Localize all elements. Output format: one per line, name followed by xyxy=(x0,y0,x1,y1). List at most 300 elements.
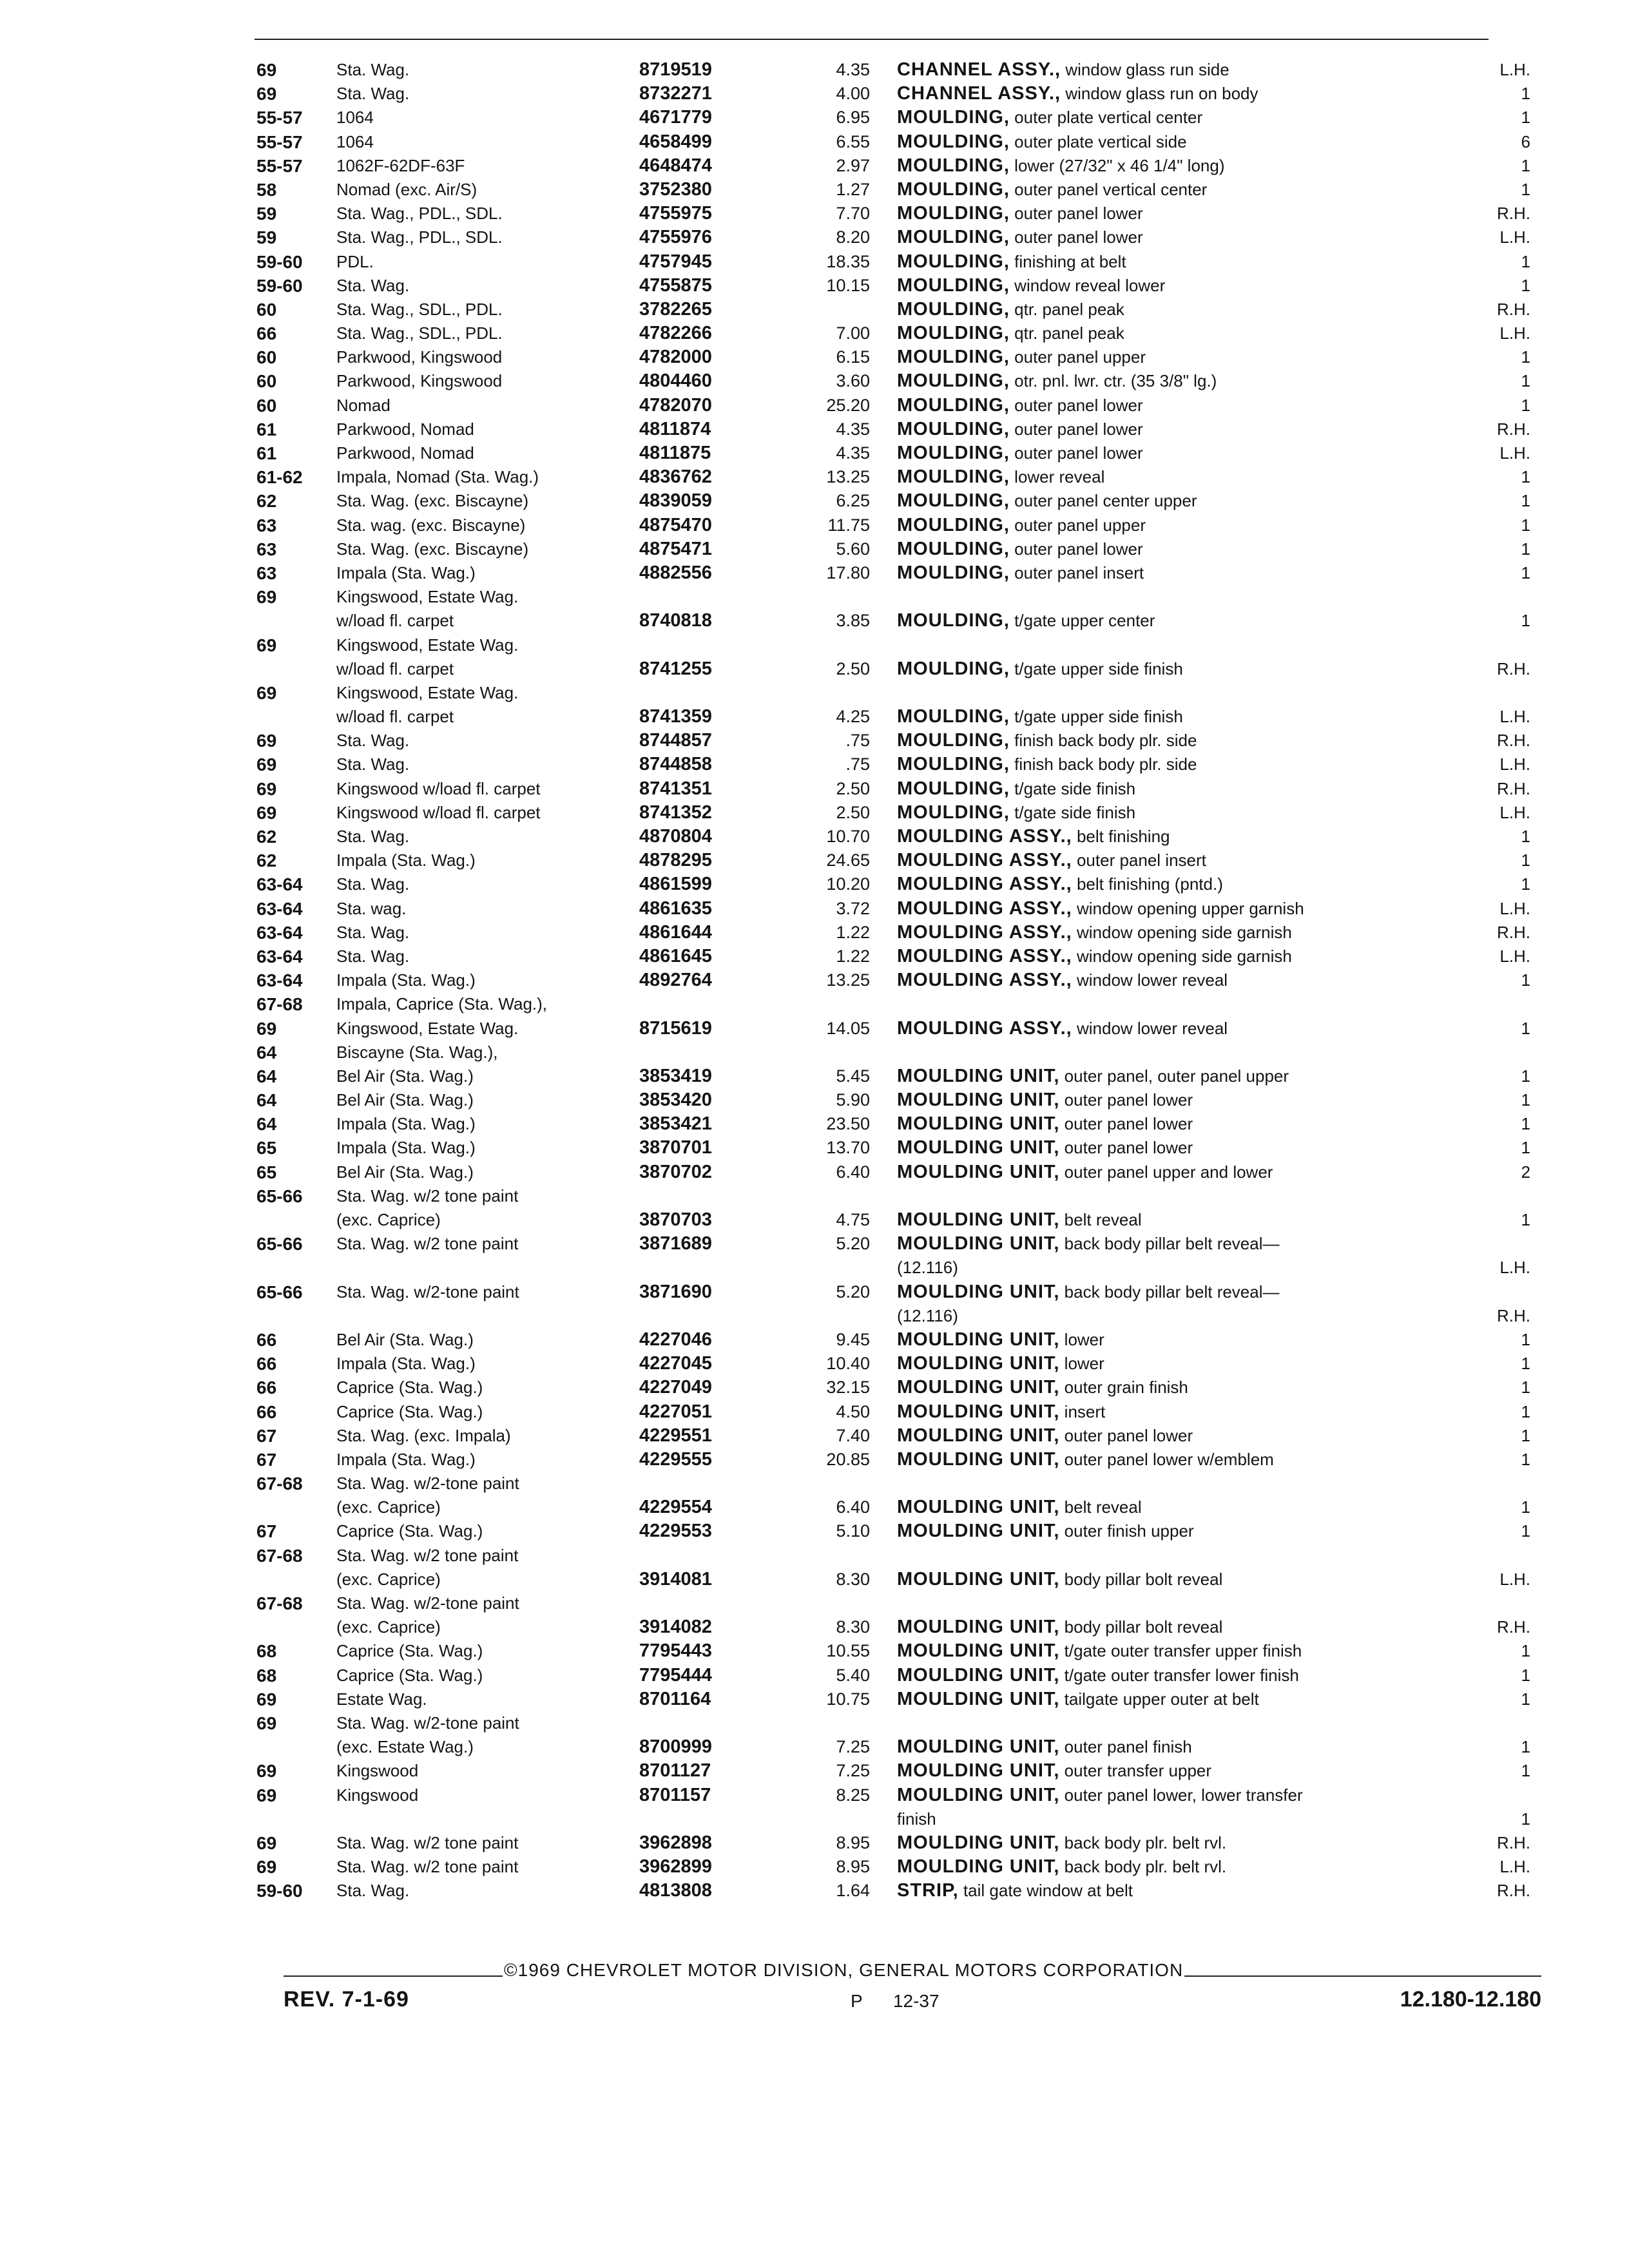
part-price: 8.95 xyxy=(836,1857,870,1877)
quantity-or-side: 6 xyxy=(1521,131,1530,151)
part-name: MOULDING, xyxy=(897,778,1010,799)
quantity-or-side: R.H. xyxy=(1497,419,1530,439)
part-number: 4227046 xyxy=(639,1329,712,1350)
part-number: 4229551 xyxy=(639,1425,712,1446)
part-price: 23.50 xyxy=(826,1114,870,1134)
model-year: 63 xyxy=(256,539,277,559)
quantity-or-side: L.H. xyxy=(1499,1569,1530,1589)
part-number: 8741352 xyxy=(639,802,712,823)
part-name: MOULDING UNIT, xyxy=(897,1281,1060,1302)
model-year: 69 xyxy=(256,1761,277,1782)
part-detail: t/gate side finish xyxy=(1014,778,1136,798)
footer-bottom-line xyxy=(284,1987,1541,2019)
section-number: 12.180-12.180 xyxy=(1400,1987,1541,2012)
part-detail: belt finishing xyxy=(1076,827,1170,846)
part-detail: back body plr. belt rvl. xyxy=(1064,1857,1227,1877)
part-price: 25.20 xyxy=(826,395,870,415)
quantity-or-side: 1 xyxy=(1521,251,1530,271)
part-price: 2.50 xyxy=(836,658,870,678)
vehicle-model: Caprice (Sta. Wag.) xyxy=(336,1521,483,1541)
model-year: 69 xyxy=(256,754,277,775)
parts-list xyxy=(0,58,1629,1903)
part-price: 2.50 xyxy=(836,778,870,798)
parts-row xyxy=(0,130,1629,154)
part-detail: outer panel lower xyxy=(1064,1114,1193,1134)
part-name: MOULDING, xyxy=(897,514,1010,535)
model-year: 65-66 xyxy=(256,1282,303,1302)
part-detail: tail gate window at belt xyxy=(963,1881,1133,1901)
vehicle-model: Sta. Wag. xyxy=(336,874,410,894)
parts-row xyxy=(0,394,1629,418)
part-number: 3962898 xyxy=(639,1832,712,1853)
vehicle-model: Sta. Wag., SDL., PDL. xyxy=(336,323,503,343)
part-name: MOULDING, xyxy=(897,466,1010,488)
part-detail: outer panel, outer panel upper xyxy=(1064,1066,1289,1086)
part-description xyxy=(897,1136,1193,1160)
vehicle-model: (exc. Caprice) xyxy=(336,1569,441,1589)
vehicle-model: Sta. Wag. xyxy=(336,84,410,104)
part-number: 4229553 xyxy=(639,1521,712,1542)
quantity-or-side: 1 xyxy=(1521,467,1530,487)
part-detail: (12.116) xyxy=(897,1305,958,1325)
part-number: 8741351 xyxy=(639,778,712,799)
parts-row xyxy=(0,729,1629,753)
vehicle-model: Caprice (Sta. Wag.) xyxy=(336,1378,483,1398)
part-price: 6.40 xyxy=(836,1497,870,1517)
part-number: 4229555 xyxy=(639,1448,712,1470)
part-name: MOULDING ASSY., xyxy=(897,1017,1072,1039)
vehicle-model: Caprice (Sta. Wag.) xyxy=(336,1641,483,1661)
part-name: MOULDING ASSY., xyxy=(897,826,1072,847)
part-description xyxy=(897,202,1143,226)
vehicle-model: Sta. wag. (exc. Biscayne) xyxy=(336,515,526,535)
part-description xyxy=(897,1160,1273,1184)
part-name: MOULDING UNIT, xyxy=(897,1137,1060,1158)
part-name: MOULDING UNIT, xyxy=(897,1209,1060,1230)
part-price: 8.20 xyxy=(836,227,870,247)
part-price: 13.70 xyxy=(826,1138,870,1158)
parts-row xyxy=(0,1568,1629,1591)
quantity-or-side: R.H. xyxy=(1497,1881,1530,1901)
parts-row xyxy=(0,178,1629,202)
parts-row xyxy=(0,945,1629,968)
vehicle-model: Sta. Wag. w/2-tone paint xyxy=(336,1474,519,1494)
part-number: 3871690 xyxy=(639,1281,712,1302)
vehicle-model: Bel Air (Sta. Wag.) xyxy=(336,1162,474,1182)
part-name: MOULDING UNIT, xyxy=(897,1353,1060,1374)
part-description xyxy=(897,1280,1280,1304)
part-name: MOULDING UNIT, xyxy=(897,1521,1060,1542)
part-detail: finish xyxy=(897,1809,936,1829)
vehicle-model: Impala (Sta. Wag.) xyxy=(336,1138,476,1158)
vehicle-model: Caprice (Sta. Wag.) xyxy=(336,1665,483,1685)
part-detail: body pillar bolt reveal xyxy=(1064,1617,1223,1637)
quantity-or-side: 1 xyxy=(1521,970,1530,990)
part-detail: body pillar bolt reveal xyxy=(1064,1569,1223,1589)
model-year: 63-64 xyxy=(256,874,303,895)
part-detail: outer grain finish xyxy=(1064,1378,1188,1398)
model-year: 59-60 xyxy=(256,1881,303,1901)
parts-row xyxy=(0,1735,1629,1759)
parts-row xyxy=(0,1855,1629,1879)
parts-row xyxy=(0,657,1629,681)
part-price: 4.50 xyxy=(836,1401,870,1421)
model-year: 64 xyxy=(256,1114,277,1135)
part-description xyxy=(897,825,1170,849)
part-name: MOULDING UNIT, xyxy=(897,1329,1060,1350)
part-name: MOULDING, xyxy=(897,203,1010,224)
quantity-or-side: 1 xyxy=(1521,1329,1530,1349)
part-description xyxy=(897,250,1126,274)
model-year: 69 xyxy=(256,802,277,823)
model-year: 69 xyxy=(256,60,277,80)
vehicle-model: Impala (Sta. Wag.) xyxy=(336,970,476,990)
quantity-or-side: L.H. xyxy=(1499,707,1530,727)
model-year: 63-64 xyxy=(256,970,303,991)
quantity-or-side: 1 xyxy=(1521,1689,1530,1709)
part-description xyxy=(897,1495,1142,1519)
part-name: MOULDING UNIT, xyxy=(897,1617,1060,1638)
parts-row xyxy=(0,753,1629,776)
model-year: 55-57 xyxy=(256,131,303,152)
part-price: 18.35 xyxy=(826,251,870,271)
model-year: 69 xyxy=(256,1785,277,1805)
part-detail: outer panel lower w/emblem xyxy=(1064,1449,1274,1469)
quantity-or-side: 1 xyxy=(1521,515,1530,535)
part-description xyxy=(897,1017,1228,1041)
part-detail: t/gate outer transfer upper finish xyxy=(1064,1641,1302,1661)
model-year: 67-68 xyxy=(256,994,303,1015)
part-number: 8701164 xyxy=(639,1688,711,1709)
quantity-or-side: L.H. xyxy=(1499,1857,1530,1877)
parts-row xyxy=(0,58,1629,82)
part-detail: window reveal lower xyxy=(1014,275,1166,295)
part-detail: outer finish upper xyxy=(1064,1521,1194,1541)
part-description xyxy=(897,801,1135,825)
model-year: 68 xyxy=(256,1665,277,1686)
part-description xyxy=(897,1664,1299,1687)
model-year: 66 xyxy=(256,1378,277,1398)
model-year: 68 xyxy=(256,1641,277,1662)
part-description xyxy=(897,1807,936,1831)
part-name: MOULDING, xyxy=(897,418,1010,439)
part-name: MOULDING, xyxy=(897,155,1010,176)
part-number: 8741359 xyxy=(639,706,712,727)
part-description xyxy=(897,1639,1302,1663)
model-year: 64 xyxy=(256,1042,277,1062)
quantity-or-side: 1 xyxy=(1521,395,1530,415)
part-price: 5.20 xyxy=(836,1234,870,1254)
part-detail: outer panel upper xyxy=(1014,347,1146,367)
parts-row xyxy=(0,561,1629,585)
quantity-or-side: R.H. xyxy=(1497,778,1530,798)
part-number: 4839059 xyxy=(639,490,712,512)
part-description xyxy=(897,298,1124,322)
part-detail: t/gate side finish xyxy=(1014,802,1136,822)
parts-row xyxy=(0,1136,1629,1160)
part-name: MOULDING UNIT, xyxy=(897,1233,1060,1254)
vehicle-model: w/load fl. carpet xyxy=(336,707,454,727)
part-name: MOULDING, xyxy=(897,347,1010,368)
vehicle-model: Sta. Wag., PDL., SDL. xyxy=(336,227,503,247)
parts-row xyxy=(0,968,1629,992)
part-number: 4755976 xyxy=(639,227,712,248)
vehicle-model: Sta. Wag. w/2-tone paint xyxy=(336,1282,519,1302)
part-description xyxy=(897,514,1146,537)
parts-row xyxy=(0,1160,1629,1184)
part-number: 3870703 xyxy=(639,1209,712,1230)
part-price: 10.55 xyxy=(826,1641,870,1661)
part-price: 13.25 xyxy=(826,467,870,487)
part-price: 8.30 xyxy=(836,1569,870,1589)
part-number: 4861645 xyxy=(639,945,712,966)
model-year: 69 xyxy=(256,778,277,799)
part-number: 4671779 xyxy=(639,107,712,128)
part-description xyxy=(897,872,1223,896)
vehicle-model: Kingswood xyxy=(336,1761,419,1781)
part-description xyxy=(897,753,1197,776)
part-detail: outer panel lower xyxy=(1014,227,1143,247)
quantity-or-side: 1 xyxy=(1521,827,1530,846)
part-description xyxy=(897,1112,1193,1136)
parts-row xyxy=(0,681,1629,705)
part-price: 1.22 xyxy=(836,922,870,942)
quantity-or-side: 1 xyxy=(1521,1449,1530,1469)
vehicle-model: Sta. Wag. xyxy=(336,60,410,79)
parts-row xyxy=(0,1017,1629,1041)
part-price: 7.25 xyxy=(836,1737,870,1757)
part-detail: insert xyxy=(1064,1401,1106,1421)
parts-row xyxy=(0,1328,1629,1352)
part-price: 3.72 xyxy=(836,898,870,918)
part-detail: outer plate vertical center xyxy=(1014,108,1203,128)
parts-row xyxy=(0,465,1629,489)
part-price: 6.95 xyxy=(836,108,870,128)
part-number: 4882556 xyxy=(639,562,712,583)
part-number: 4782000 xyxy=(639,347,712,368)
vehicle-model: Parkwood, Kingswood xyxy=(336,371,503,391)
part-description xyxy=(897,418,1143,441)
part-detail: finish back body plr. side xyxy=(1014,731,1197,751)
vehicle-model: Kingswood, Estate Wag. xyxy=(336,635,519,655)
part-detail: otr. pnl. lwr. ctr. (35 3/8" lg.) xyxy=(1014,371,1217,391)
part-number: 4892764 xyxy=(639,970,712,991)
model-year: 59 xyxy=(256,227,277,248)
part-detail: outer panel center upper xyxy=(1014,491,1197,511)
part-detail: qtr. panel peak xyxy=(1014,323,1124,343)
part-number: 4648474 xyxy=(639,155,712,176)
parts-row xyxy=(0,1591,1629,1615)
model-year: 69 xyxy=(256,84,277,104)
part-number: 4782266 xyxy=(639,323,712,344)
part-detail: back body plr. belt rvl. xyxy=(1064,1832,1227,1852)
part-number: 4782070 xyxy=(639,394,712,416)
vehicle-model: Sta. Wag. xyxy=(336,1881,410,1901)
part-description xyxy=(897,1400,1105,1424)
part-description xyxy=(897,609,1155,633)
model-year: 67 xyxy=(256,1425,277,1446)
quantity-or-side: 1 xyxy=(1521,539,1530,559)
part-description xyxy=(897,1376,1188,1399)
part-name: CHANNEL ASSY., xyxy=(897,59,1061,80)
model-year: 63 xyxy=(256,562,277,583)
quantity-or-side: 2 xyxy=(1521,1162,1530,1182)
vehicle-model: Kingswood, Estate Wag. xyxy=(336,1018,519,1038)
part-number: 4875470 xyxy=(639,514,712,535)
parts-row xyxy=(0,1208,1629,1232)
parts-row xyxy=(0,633,1629,657)
part-name: MOULDING, xyxy=(897,298,1010,320)
part-number: 4861644 xyxy=(639,921,712,943)
part-number: 8732271 xyxy=(639,83,712,104)
part-detail: window glass run on body xyxy=(1065,84,1258,104)
parts-row xyxy=(0,1400,1629,1424)
part-detail: outer panel lower xyxy=(1064,1090,1193,1110)
quantity-or-side: L.H. xyxy=(1499,898,1530,918)
quantity-or-side: R.H. xyxy=(1497,204,1530,224)
vehicle-model: Bel Air (Sta. Wag.) xyxy=(336,1329,474,1349)
parts-row xyxy=(0,298,1629,322)
model-year: 69 xyxy=(256,1689,277,1709)
part-detail: lower xyxy=(1064,1329,1104,1349)
quantity-or-side: L.H. xyxy=(1499,227,1530,247)
parts-row xyxy=(0,609,1629,633)
part-description xyxy=(897,1735,1192,1759)
part-description xyxy=(897,226,1143,249)
parts-row xyxy=(0,1664,1629,1687)
part-price: 7.40 xyxy=(836,1425,870,1445)
part-name: MOULDING ASSY., xyxy=(897,898,1072,919)
part-number: 8740818 xyxy=(639,610,712,631)
model-year: 67 xyxy=(256,1449,277,1470)
parts-row xyxy=(0,489,1629,513)
part-description xyxy=(897,82,1258,106)
part-price: 2.50 xyxy=(836,802,870,822)
part-name: MOULDING UNIT, xyxy=(897,1448,1060,1470)
part-number: 3870702 xyxy=(639,1161,712,1182)
parts-row xyxy=(0,441,1629,465)
part-name: MOULDING ASSY., xyxy=(897,850,1072,871)
parts-row xyxy=(0,849,1629,872)
part-detail: back body pillar belt reveal— xyxy=(1064,1282,1280,1302)
part-name: MOULDING UNIT, xyxy=(897,1568,1060,1590)
part-detail: t/gate outer transfer lower finish xyxy=(1064,1665,1299,1685)
quantity-or-side: R.H. xyxy=(1497,922,1530,942)
quantity-or-side: 1 xyxy=(1521,1354,1530,1374)
part-price: 10.75 xyxy=(826,1689,870,1709)
part-detail: window lower reveal xyxy=(1076,1018,1228,1038)
model-year: 63-64 xyxy=(256,898,303,919)
part-price: 5.60 xyxy=(836,539,870,559)
part-price: 10.15 xyxy=(826,275,870,295)
part-price: 5.45 xyxy=(836,1066,870,1086)
vehicle-model: 1064 xyxy=(336,131,374,151)
parts-row xyxy=(0,514,1629,537)
part-description xyxy=(897,849,1206,872)
vehicle-model: Parkwood, Kingswood xyxy=(336,347,503,367)
part-name: MOULDING ASSY., xyxy=(897,874,1072,895)
model-year: 64 xyxy=(256,1090,277,1111)
parts-row xyxy=(0,1448,1629,1472)
vehicle-model: PDL. xyxy=(336,251,374,271)
vehicle-model: Sta. Wag., PDL., SDL. xyxy=(336,204,503,224)
part-name: MOULDING UNIT, xyxy=(897,1784,1060,1805)
part-number: 4870804 xyxy=(639,826,712,847)
part-description xyxy=(897,537,1143,561)
model-year: 67-68 xyxy=(256,1593,303,1613)
part-detail: t/gate upper center xyxy=(1014,611,1155,631)
part-description xyxy=(897,394,1143,418)
part-name: MOULDING, xyxy=(897,562,1010,583)
quantity-or-side: 1 xyxy=(1521,874,1530,894)
part-detail: finishing at belt xyxy=(1014,251,1126,271)
part-number: 4811874 xyxy=(639,418,711,439)
part-name: MOULDING, xyxy=(897,178,1010,200)
quantity-or-side: L.H. xyxy=(1499,443,1530,463)
vehicle-model: Kingswood w/load fl. carpet xyxy=(336,802,541,822)
part-price: 1.27 xyxy=(836,179,870,199)
part-price: 4.25 xyxy=(836,707,870,727)
part-name: MOULDING UNIT, xyxy=(897,1497,1060,1518)
part-price: 4.35 xyxy=(836,443,870,463)
parts-row xyxy=(0,1232,1629,1256)
parts-row xyxy=(0,1615,1629,1639)
part-name: MOULDING ASSY., xyxy=(897,945,1072,966)
part-detail: outer panel insert xyxy=(1076,850,1206,870)
part-price: 6.40 xyxy=(836,1162,870,1182)
vehicle-model: Estate Wag. xyxy=(336,1689,427,1709)
part-name: STRIP, xyxy=(897,1880,959,1901)
part-name: MOULDING UNIT, xyxy=(897,1113,1060,1135)
part-name: MOULDING UNIT, xyxy=(897,1161,1060,1182)
quantity-or-side: 1 xyxy=(1521,347,1530,367)
quantity-or-side: 1 xyxy=(1521,1018,1530,1038)
vehicle-model: w/load fl. carpet xyxy=(336,658,454,678)
model-year: 58 xyxy=(256,179,277,200)
model-year: 69 xyxy=(256,1857,277,1878)
part-description xyxy=(897,130,1187,154)
part-detail: qtr. panel peak xyxy=(1014,299,1124,319)
part-name: MOULDING, xyxy=(897,706,1010,727)
part-name: MOULDING, xyxy=(897,131,1010,152)
part-price: 4.35 xyxy=(836,419,870,439)
part-name: MOULDING UNIT, xyxy=(897,1760,1060,1782)
part-price: 8.95 xyxy=(836,1832,870,1852)
part-detail: outer panel finish xyxy=(1064,1737,1192,1757)
part-description xyxy=(897,1759,1211,1783)
model-year: 59 xyxy=(256,204,277,224)
vehicle-model: Bel Air (Sta. Wag.) xyxy=(336,1090,474,1110)
part-name: MOULDING UNIT, xyxy=(897,1090,1060,1111)
part-description xyxy=(897,561,1144,585)
part-description xyxy=(897,1256,958,1280)
model-year: 62 xyxy=(256,827,277,847)
part-number: 3914081 xyxy=(639,1568,712,1590)
vehicle-model: Sta. Wag. w/2 tone paint xyxy=(336,1234,519,1254)
vehicle-model: (exc. Caprice) xyxy=(336,1210,441,1229)
model-year: 69 xyxy=(256,1832,277,1853)
part-name: MOULDING UNIT, xyxy=(897,1736,1060,1758)
vehicle-model: Sta. Wag. xyxy=(336,754,410,774)
parts-row xyxy=(0,202,1629,226)
part-name: MOULDING, xyxy=(897,730,1010,751)
model-year: 62 xyxy=(256,850,277,871)
parts-row xyxy=(0,1088,1629,1112)
part-detail: window opening side garnish xyxy=(1076,922,1292,942)
part-detail: outer plate vertical side xyxy=(1014,131,1187,151)
part-name: MOULDING UNIT, xyxy=(897,1688,1060,1709)
part-description xyxy=(897,1879,1133,1903)
